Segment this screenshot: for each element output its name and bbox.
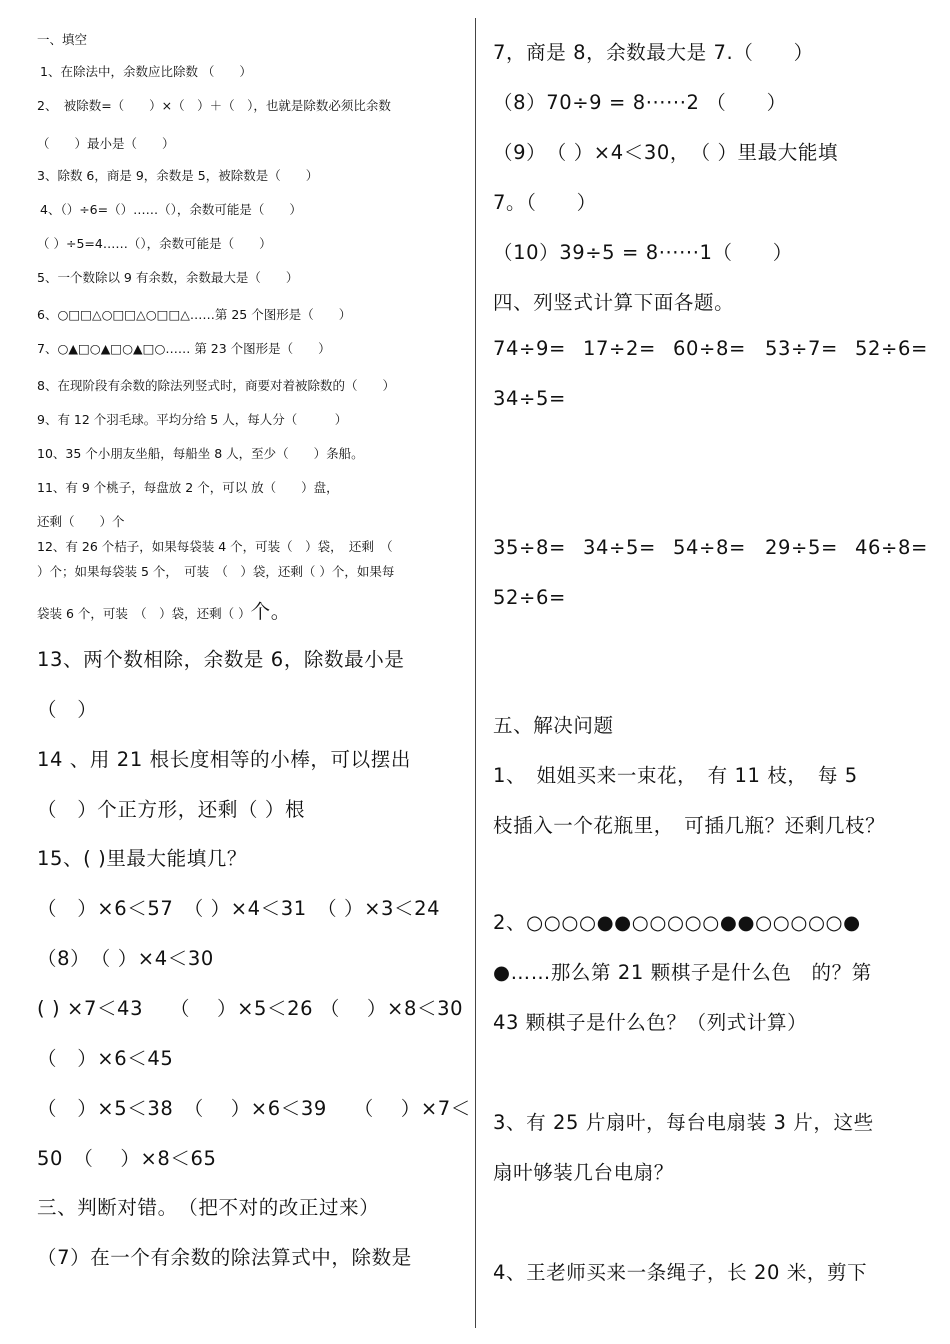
question-1: 1、在除法中，余数应比除数 （ ） [40, 64, 252, 79]
problem-2: 2、○○○○●●○○○○○●●○○○○○● [493, 911, 861, 934]
calc-item: 54÷8= [673, 536, 746, 559]
question-12-end-big: 个。 [250, 600, 291, 623]
judge-item-7: （7）在一个有余数的除法算式中，除数是 [37, 1246, 412, 1269]
judge-item-10: （10）39÷5 = 8······1（ ） [493, 241, 793, 264]
question-4a: 4、（）÷6=（）……（），余数可能是（ ） [40, 202, 302, 217]
question-3: 3、除数 6，商是 9，余数是 5，被除数是（ ） [37, 168, 319, 183]
calc-item: 34÷5= [583, 536, 656, 559]
calc-item: 52÷6= [493, 586, 566, 609]
question-2-cont: （ ）最小是（ ） [37, 136, 175, 151]
question-9: 9、有 12 个羽毛球。平均分给 5 人，每人分（ ） [37, 412, 348, 427]
question-4b: （ ）÷5=4……（），余数可能是（ ） [37, 236, 272, 251]
calc-item: 35÷8= [493, 536, 566, 559]
calc-item: 17÷2= [583, 337, 656, 360]
calc-item: 46÷8= [855, 536, 928, 559]
calc-item: 60÷8= [673, 337, 746, 360]
section-title-true-false: 三、判断对错。 （把不对的改正过来） [37, 1196, 380, 1219]
question-15-row3: ( ) ×7＜43 （ ）×5＜26 （ ）×8＜30 [37, 997, 464, 1020]
question-11: 11、有 9 个桃子，每盘放 2 个，可以 放（ ）盘， [37, 480, 339, 495]
column-divider [475, 18, 476, 1328]
question-15: 15、( )里最大能填几？ [37, 847, 248, 870]
problem-1: 1、 姐姐买来一束花， 有 11 枝， 每 5 [493, 764, 858, 787]
question-15-row1: （ ）×6＜57 （ ）×4＜31 （ ）×3＜24 [37, 897, 441, 920]
calc-item: 52÷6= [855, 337, 928, 360]
question-12: 12、有 26 个桔子，如果每袋装 4 个，可装（ ）袋， 还剩 （ [37, 539, 393, 554]
section-title-fill-blank: 一、填空 [37, 32, 88, 47]
judge-item-7-cont: 7，商是 8，余数最大是 7.（ ） [493, 41, 814, 64]
section-title-vertical-calc: 四、列竖式计算下面各题。 [493, 291, 735, 314]
question-14: 14 、用 21 根长度相等的小棒，可以摆出 [37, 748, 411, 771]
question-6: 6、○□□△○□□△○□□△……第 25 个图形是（ ） [37, 307, 352, 322]
judge-item-9-cont: 7。（ ） [493, 191, 597, 214]
problem-4: 4、王老师买来一条绳子，长 20 米，剪下 [493, 1261, 868, 1284]
section-title-problems: 五、解决问题 [493, 714, 614, 737]
question-10: 10、35 个小朋友坐船，每船坐 8 人，至少（ ）条船。 [37, 446, 364, 461]
question-15-row6: 50 （ ）×8＜65 [37, 1147, 217, 1170]
calc-item: 74÷9= [493, 337, 566, 360]
question-11-cont: 还剩（ ）个 [37, 514, 125, 529]
question-14-cont: （ ）个正方形，还剩（ ）根 [37, 798, 306, 821]
judge-item-8: （8）70÷9 = 8······2 （ ） [493, 91, 787, 114]
question-15-row4: （ ）×6＜45 [37, 1047, 174, 1070]
question-13: 13、两个数相除，余数是 6，除数最小是 [37, 648, 405, 671]
question-12-cont: ）个；如果每袋装 5 个， 可装 （ ）袋，还剩（ ）个，如果每 [37, 564, 395, 579]
question-12-end-text: 袋装 6 个，可装 （ ）袋，还剩（ ） [37, 606, 251, 621]
problem-3-cont: 扇叶够装几台电扇？ [493, 1161, 674, 1184]
question-7: 7、○▲□○▲□○▲□○…… 第 23 个图形是（ ） [37, 341, 331, 356]
problem-3: 3、有 25 片扇叶，每台电扇装 3 片，这些 [493, 1111, 874, 1134]
question-15-row2: （8） （ ）×4＜30 [37, 947, 214, 970]
question-2: 2、 被除数=（ ）×（ ）＋（ ），也就是除数必须比余数 [37, 98, 391, 113]
problem-2-cont2: 43 颗棋子是什么色？（列式计算） [493, 1011, 808, 1034]
judge-item-9: （9） （ ）×4＜30， （ ）里最大能填 [493, 141, 839, 164]
calc-item: 53÷7= [765, 337, 838, 360]
question-15-row5: （ ）×5＜38 （ ）×6＜39 （ ）×7＜ [37, 1097, 471, 1120]
question-5: 5、一个数除以 9 有余数，余数最大是（ ） [37, 270, 299, 285]
question-13-cont: （ ） [37, 698, 98, 721]
problem-2-cont: ●……那么第 21 颗棋子是什么色 的？第 [493, 961, 872, 984]
calc-item: 29÷5= [765, 536, 838, 559]
calc-item: 34÷5= [493, 387, 566, 410]
question-12-end [37, 596, 291, 624]
problem-1-cont: 枝插入一个花瓶里， 可插几瓶？还剩几枝？ [493, 814, 886, 837]
question-8: 8、在现阶段有余数的除法列竖式时，商要对着被除数的（ ） [37, 378, 395, 393]
